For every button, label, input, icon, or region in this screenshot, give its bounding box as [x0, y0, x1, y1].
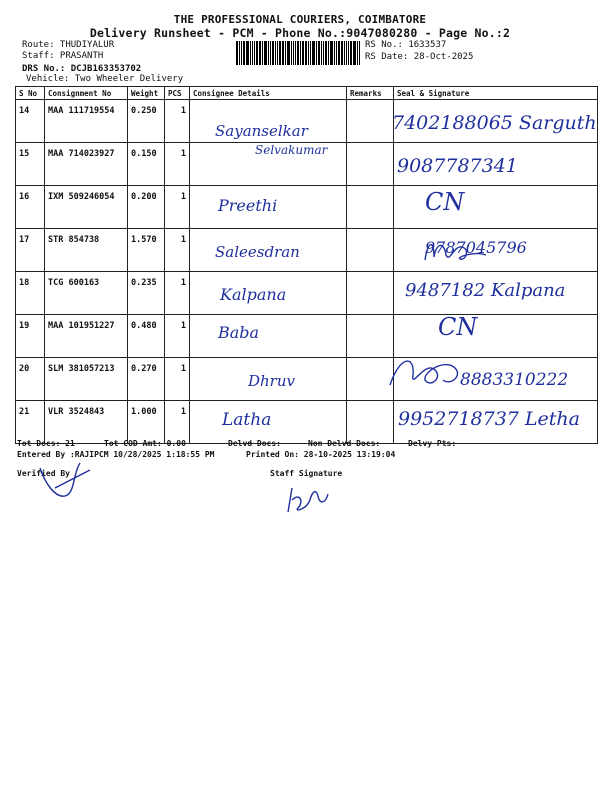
barcode-bar [308, 41, 309, 65]
company-title: THE PROFESSIONAL COURIERS, COIMBATORE [173, 13, 427, 26]
barcode-bar [268, 41, 269, 65]
row-pcs: 1 [165, 100, 190, 143]
barcode-bar [254, 41, 255, 65]
row-remarks-cell [347, 401, 394, 444]
barcode-bar [250, 41, 251, 65]
barcode-bar [321, 41, 322, 65]
handwritten-consignee: Kalpana [220, 285, 287, 304]
row-sno: 15 [16, 143, 45, 186]
row-sno: 17 [16, 229, 45, 272]
row-weight: 0.150 [128, 143, 165, 186]
barcode-bar [338, 41, 340, 65]
runsheet-subtitle: Delivery Runsheet - PCM - Phone No.:9047080280 - Page No.:2 [89, 26, 511, 40]
row-pcs: 1 [165, 315, 190, 358]
barcode-bar [357, 41, 358, 65]
handwritten-consignee: Baba [218, 323, 260, 342]
barcode-bar [310, 41, 311, 65]
barcode-bar [302, 41, 304, 65]
handwritten-consignee: Saleesdran [215, 243, 300, 261]
barcode-bar [336, 41, 337, 65]
row-consignment: MAA 101951227 [45, 315, 128, 358]
row-sno: 20 [16, 358, 45, 401]
col-consignee: Consignee Details [190, 87, 347, 100]
barcode-bar [334, 41, 335, 65]
barcode-bar [241, 41, 242, 65]
non-delivered-docs: Non Delvd Docs: [308, 439, 381, 448]
row-weight: 0.200 [128, 186, 165, 229]
row-weight: 0.250 [128, 100, 165, 143]
rs-number: RS No.: 1633537 [365, 40, 447, 50]
row-sno: 14 [16, 100, 45, 143]
table-row [16, 315, 598, 358]
row-sno: 18 [16, 272, 45, 315]
barcode [236, 41, 362, 65]
handwritten-seal: 9952718737 Letha [398, 408, 580, 430]
barcode-bar [239, 41, 240, 65]
row-pcs: 1 [165, 401, 190, 444]
barcode-bar [291, 41, 292, 65]
total-cod-amount: Tot COD Amt: 0.00 [104, 439, 186, 448]
staff-signature-label: Staff Signature [270, 469, 343, 478]
barcode-bar [330, 41, 333, 65]
handwritten-consignee: Dhruv [248, 372, 295, 390]
printed-on: Printed On: 28-10-2025 13:19:04 [246, 450, 396, 459]
verified-by-label: Verified By [17, 469, 70, 478]
barcode-bar [236, 41, 238, 65]
barcode-bar [282, 41, 284, 65]
col-remarks: Remarks [347, 87, 394, 100]
row-consignment: SLM 381057213 [45, 358, 128, 401]
row-weight: 0.235 [128, 272, 165, 315]
row-weight: 1.000 [128, 401, 165, 444]
barcode-bar [325, 41, 327, 65]
handwritten-seal: 8883310222 [460, 370, 569, 390]
handwritten-consignee: Latha [222, 410, 272, 430]
handwritten-seal: CN [425, 188, 465, 216]
verified-signature [35, 458, 95, 503]
rs-date: RS Date: 28-Oct-2025 [365, 52, 474, 62]
row-remarks-cell [347, 186, 394, 229]
col-pcs: PCS [165, 87, 190, 100]
delivered-docs: Delvd Docs: [228, 439, 281, 448]
signature-scribble [385, 350, 465, 395]
row-pcs: 1 [165, 358, 190, 401]
col-weight: Weight [128, 87, 165, 100]
row-remarks-cell [347, 229, 394, 272]
barcode-bar [323, 41, 324, 65]
staff-label: Staff: PRASANTH [22, 51, 104, 61]
row-pcs: 1 [165, 143, 190, 186]
row-consignment: STR 854738 [45, 229, 128, 272]
signature-scribble [420, 235, 490, 265]
row-consignment: MAA 111719554 [45, 100, 128, 143]
row-consignment: MAA 714023927 [45, 143, 128, 186]
barcode-bar [318, 41, 320, 65]
handwritten-consignee: Preethi [218, 196, 278, 215]
handwritten-seal: 9787045796 [425, 238, 527, 257]
row-remarks-cell [347, 100, 394, 143]
barcode-bar [297, 41, 299, 65]
row-pcs: 1 [165, 272, 190, 315]
barcode-bar [256, 41, 258, 65]
entered-by: Entered By :RAJIPCM 10/28/2025 1:18:55 PM [17, 450, 215, 459]
handwritten-seal: 9087787341 [397, 155, 518, 177]
barcode-bar [305, 41, 307, 65]
barcode-bar [359, 41, 360, 65]
handwritten-consignee: Sayanselkar [215, 122, 308, 140]
barcode-bar [350, 41, 352, 65]
drs-number: DRS No.: DCJB163353702 [22, 64, 142, 74]
row-sno: 21 [16, 401, 45, 444]
barcode-bar [328, 41, 329, 65]
barcode-bar [312, 41, 315, 65]
table-header-row [16, 87, 598, 100]
col-seal: Seal & Signature [394, 87, 598, 100]
barcode-bar [275, 41, 276, 65]
row-sno: 19 [16, 315, 45, 358]
row-pcs: 1 [165, 229, 190, 272]
barcode-bar [262, 41, 263, 65]
vehicle-label: Vehicle: Two Wheeler Delivery [26, 74, 184, 84]
barcode-bar [246, 41, 249, 65]
row-sno: 16 [16, 186, 45, 229]
barcode-bar [243, 41, 245, 65]
handwritten-seal: 7402188065 Sarguth [392, 112, 597, 134]
row-consignment: TCG 600163 [45, 272, 128, 315]
barcode-bar [341, 41, 343, 65]
barcode-bar [279, 41, 281, 65]
barcode-bar [346, 41, 347, 65]
row-weight: 1.570 [128, 229, 165, 272]
barcode-bar [264, 41, 267, 65]
row-remarks-cell [347, 272, 394, 315]
row-remarks-cell [347, 143, 394, 186]
table-row [16, 186, 598, 229]
row-weight: 0.270 [128, 358, 165, 401]
barcode-bar [287, 41, 290, 65]
barcode-bar [293, 41, 294, 65]
barcode-bar [353, 41, 356, 65]
barcode-bar [259, 41, 261, 65]
barcode-bar [295, 41, 296, 65]
barcode-bar [316, 41, 317, 65]
barcode-bar [300, 41, 301, 65]
barcode-bar [348, 41, 349, 65]
row-consignee-cell [190, 315, 347, 358]
row-consignment: IXM 509246054 [45, 186, 128, 229]
handwritten-seal: 9487182 Kalpana [405, 280, 566, 301]
row-weight: 0.480 [128, 315, 165, 358]
col-sno: S No [16, 87, 45, 100]
handwritten-consignee: Selvakumar [255, 143, 328, 157]
barcode-bar [270, 41, 271, 65]
handwritten-seal: CN [438, 313, 478, 341]
delivery-points: Delvy Pts: [408, 439, 457, 448]
staff-signature [282, 482, 332, 517]
barcode-bar [344, 41, 345, 65]
row-consignment: VLR 3524843 [45, 401, 128, 444]
barcode-bar [252, 41, 253, 65]
barcode-bar [272, 41, 274, 65]
total-docs: Tot Docs: 21 [17, 439, 75, 448]
route-label: Route: THUDIYALUR [22, 40, 115, 50]
barcode-bar [277, 41, 278, 65]
barcode-bar [285, 41, 286, 65]
row-pcs: 1 [165, 186, 190, 229]
col-consignment: Consignment No [45, 87, 128, 100]
